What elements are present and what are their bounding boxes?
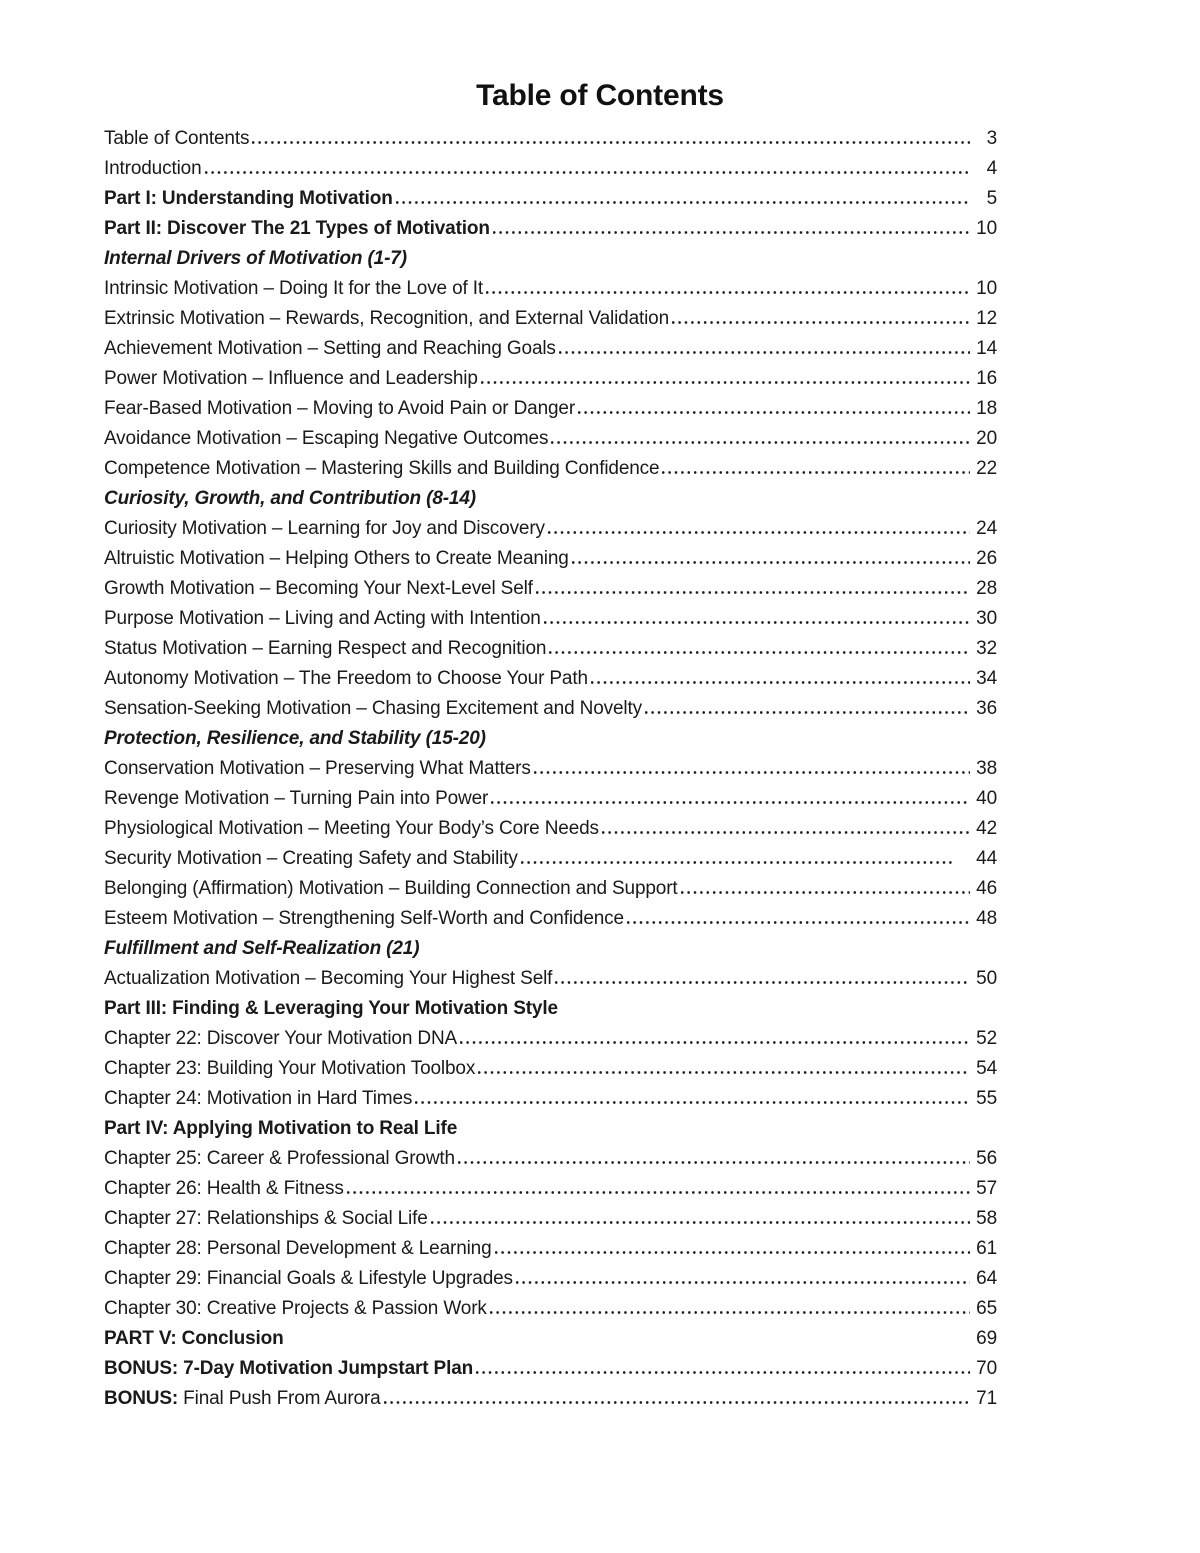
dot-leader — [662, 471, 970, 474]
toc-entry-label: Chapter 22: Discover Your Motivation DNA — [104, 1028, 458, 1049]
toc-entry — [104, 1024, 997, 1054]
toc-entry-label: Status Motivation – Earning Respect and Recognition — [104, 638, 547, 659]
toc-entry — [104, 514, 997, 544]
leader-spacer — [284, 1343, 975, 1344]
toc-entry — [104, 274, 997, 304]
table-of-contents — [0, 124, 1200, 1414]
toc-entry-page-number: 55 — [976, 1088, 997, 1109]
toc-entry — [104, 814, 997, 844]
toc-entry-page-number: 61 — [976, 1238, 997, 1259]
toc-entry-label: Altruistic Motivation – Helping Others to Create Meaning — [104, 548, 569, 569]
dot-leader — [205, 171, 971, 174]
dot-leader — [478, 1071, 970, 1074]
dot-leader — [549, 651, 970, 654]
toc-entry-page-number: 65 — [976, 1298, 997, 1319]
toc-entry-page-number: 28 — [976, 578, 997, 599]
dot-leader — [627, 921, 970, 924]
toc-entry-label: Part I: Understanding Motivation — [104, 188, 393, 209]
dot-leader — [536, 591, 970, 594]
toc-entry-label: Extrinsic Motivation – Rewards, Recognition, and External Validation — [104, 308, 670, 329]
toc-entry — [104, 724, 997, 754]
toc-entry-label: Part II: Discover The 21 Types of Motivation — [104, 218, 490, 239]
dot-leader — [490, 1311, 970, 1314]
toc-entry-page-number: 40 — [976, 788, 997, 809]
dot-leader — [672, 321, 970, 324]
toc-entry-label: Chapter 27: Relationships & Social Life — [104, 1208, 428, 1229]
toc-entry-text: Final Push From Aurora — [178, 1388, 381, 1409]
toc-entry-page-number: 20 — [976, 428, 997, 449]
dot-leader — [602, 831, 970, 834]
toc-entry-label: PART V: Conclusion — [104, 1328, 284, 1349]
toc-entry-label: Chapter 23: Building Your Motivation Toolbox — [104, 1058, 476, 1079]
toc-entry — [104, 334, 997, 364]
toc-entry — [104, 394, 997, 424]
toc-entry — [104, 1354, 997, 1384]
toc-entry-label: Security Motivation – Creating Safety and Stability — [104, 848, 518, 869]
dot-leader — [548, 531, 970, 534]
dot-leader — [578, 411, 970, 414]
dot-leader — [476, 1371, 970, 1374]
toc-entry-page-number: 12 — [976, 308, 997, 329]
dot-leader — [252, 141, 970, 144]
toc-entry-page-number: 48 — [976, 908, 997, 929]
toc-entry-label: Introduction — [104, 158, 202, 179]
toc-entry — [104, 154, 997, 184]
toc-entry — [104, 754, 997, 784]
toc-entry — [104, 694, 997, 724]
toc-entry-label: Chapter 25: Career & Professional Growth — [104, 1148, 455, 1169]
toc-entry-page-number: 52 — [976, 1028, 997, 1049]
toc-entry-label: Table of Contents — [104, 128, 250, 149]
dot-leader — [460, 1041, 970, 1044]
toc-entry-label: Actualization Motivation – Becoming Your Highest Self — [104, 968, 553, 989]
dot-leader — [591, 681, 970, 684]
toc-entry — [104, 1294, 997, 1324]
toc-entry — [104, 424, 997, 454]
dot-leader — [491, 801, 970, 804]
toc-entry — [104, 1264, 997, 1294]
toc-entry-prefix: BONUS: — [104, 1388, 179, 1409]
toc-entry-page-number: 36 — [976, 698, 997, 719]
toc-entry-label — [104, 1384, 381, 1414]
toc-entry-label: Conservation Motivation – Preserving What Matters — [104, 758, 531, 779]
toc-entry-label: Protection, Resilience, and Stability (15-20) — [104, 728, 486, 749]
dot-leader — [493, 231, 970, 234]
toc-entry-page-number: 50 — [976, 968, 997, 989]
dot-leader — [544, 621, 970, 624]
toc-entry-page-number: 64 — [976, 1268, 997, 1289]
toc-entry-label: Chapter 24: Motivation in Hard Times — [104, 1088, 413, 1109]
toc-entry — [104, 994, 997, 1024]
toc-entry-label: Part III: Finding & Leveraging Your Motivation Style — [104, 998, 558, 1019]
toc-entry-label: Belonging (Affirmation) Motivation – Building Connection and Support — [104, 878, 678, 899]
dot-leader — [458, 1161, 970, 1164]
dot-leader — [681, 891, 970, 894]
dot-leader — [347, 1191, 970, 1194]
toc-entry-page-number: 58 — [976, 1208, 997, 1229]
toc-entry-page-number: 24 — [976, 518, 997, 539]
toc-entry — [104, 1054, 997, 1084]
dot-leader — [559, 351, 970, 354]
toc-entry-page-number: 22 — [976, 458, 997, 479]
dot-leader — [415, 1101, 970, 1104]
dot-leader — [645, 711, 970, 714]
toc-entry — [104, 1384, 997, 1414]
toc-entry-label: Esteem Motivation – Strengthening Self-Worth and Confidence — [104, 908, 624, 929]
toc-entry-label: Fulfillment and Self-Realization (21) — [104, 938, 420, 959]
toc-entry-page-number: 14 — [976, 338, 997, 359]
toc-entry-page-number: 34 — [976, 668, 997, 689]
toc-entry-label: Achievement Motivation – Setting and Reaching Goals — [104, 338, 556, 359]
toc-entry — [104, 1114, 997, 1144]
toc-entry-page-number: 30 — [976, 608, 997, 629]
toc-entry-label: Chapter 28: Personal Development & Learning — [104, 1238, 492, 1259]
toc-entry — [104, 304, 997, 334]
toc-entry-page-number: 18 — [976, 398, 997, 419]
toc-entry — [104, 214, 997, 244]
toc-entry-page-number: 10 — [976, 218, 997, 239]
toc-entry-page-number: 70 — [976, 1358, 997, 1379]
toc-entry — [104, 364, 997, 394]
dot-leader — [481, 381, 970, 384]
toc-entry-label: Competence Motivation – Mastering Skills and Building Confidence — [104, 458, 660, 479]
dot-leader — [555, 981, 970, 984]
toc-entry — [104, 1144, 997, 1174]
toc-entry-page-number: 32 — [976, 638, 997, 659]
dot-leader — [384, 1401, 970, 1404]
toc-entry — [104, 934, 997, 964]
dot-leader — [516, 1281, 970, 1284]
toc-entry-page-number: 57 — [976, 1178, 997, 1199]
toc-entry-label: Intrinsic Motivation – Doing It for the Love of It — [104, 278, 484, 299]
toc-entry-label: Autonomy Motivation – The Freedom to Choose Your Path — [104, 668, 588, 689]
toc-entry-label: Chapter 29: Financial Goals & Lifestyle Upgrades — [104, 1268, 513, 1289]
toc-entry — [104, 634, 997, 664]
toc-entry-page-number: 46 — [976, 878, 997, 899]
toc-entry-label: BONUS: 7-Day Motivation Jumpstart Plan — [104, 1358, 474, 1379]
toc-entry-label: Fear-Based Motivation – Moving to Avoid Pain or Danger — [104, 398, 576, 419]
toc-entry-label: Sensation-Seeking Motivation – Chasing Excitement and Novelty — [104, 698, 642, 719]
toc-entry-page-number: 42 — [976, 818, 997, 839]
toc-entry — [104, 664, 997, 694]
toc-entry — [104, 1324, 997, 1354]
toc-entry-label: Purpose Motivation – Living and Acting with Intention — [104, 608, 541, 629]
toc-entry-label: Curiosity, Growth, and Contribution (8-14) — [104, 488, 476, 509]
dot-leader — [521, 861, 953, 864]
toc-entry-label: Internal Drivers of Motivation (1-7) — [104, 248, 407, 269]
toc-entry-page-number: 5 — [986, 188, 997, 209]
toc-entry — [104, 1174, 997, 1204]
dot-leader — [486, 291, 970, 294]
toc-entry-page-number: 26 — [976, 548, 997, 569]
toc-entry — [104, 244, 997, 274]
toc-entry-page-number: 56 — [976, 1148, 997, 1169]
dot-leader — [551, 441, 970, 444]
dot-leader — [431, 1221, 970, 1224]
toc-entry-page-number: 44 — [976, 848, 997, 869]
toc-entry-label: Revenge Motivation – Turning Pain into Power — [104, 788, 489, 809]
dot-leader — [396, 201, 970, 204]
toc-entry — [104, 1234, 997, 1264]
toc-entry-label: Power Motivation – Influence and Leadership — [104, 368, 478, 389]
dot-leader — [495, 1251, 970, 1254]
toc-entry-label: Chapter 30: Creative Projects & Passion Work — [104, 1298, 487, 1319]
toc-entry — [104, 124, 997, 154]
toc-entry — [104, 184, 997, 214]
toc-entry-label: Growth Motivation – Becoming Your Next-Level Self — [104, 578, 533, 599]
toc-entry — [104, 484, 997, 514]
toc-entry — [104, 874, 997, 904]
toc-entry — [104, 544, 997, 574]
toc-entry-label: Chapter 26: Health & Fitness — [104, 1178, 344, 1199]
toc-entry-label: Curiosity Motivation – Learning for Joy and Discovery — [104, 518, 545, 539]
page-title: Table of Contents — [476, 79, 724, 112]
toc-entry-page-number: 38 — [976, 758, 997, 779]
toc-entry-label: Avoidance Motivation – Escaping Negative Outcomes — [104, 428, 549, 449]
dot-leader — [572, 561, 970, 564]
toc-entry — [104, 1084, 997, 1114]
toc-entry-page-number: 4 — [986, 158, 997, 179]
toc-entry-page-number: 10 — [976, 278, 997, 299]
toc-entry — [104, 844, 997, 874]
dot-leader — [534, 771, 970, 774]
toc-entry-page-number: 3 — [986, 128, 997, 149]
toc-entry-page-number: 54 — [976, 1058, 997, 1079]
toc-entry — [104, 1204, 997, 1234]
toc-entry-label: Part IV: Applying Motivation to Real Life — [104, 1118, 458, 1139]
toc-entry — [104, 574, 997, 604]
toc-entry-page-number: 71 — [976, 1388, 997, 1409]
toc-entry — [104, 454, 997, 484]
toc-entry-page-number: 16 — [976, 368, 997, 389]
toc-entry — [104, 904, 997, 934]
toc-entry — [104, 784, 997, 814]
toc-entry-page-number: 69 — [976, 1328, 997, 1349]
toc-entry — [104, 964, 997, 994]
toc-entry — [104, 604, 997, 634]
toc-entry-label: Physiological Motivation – Meeting Your Body’s Core Needs — [104, 818, 599, 839]
